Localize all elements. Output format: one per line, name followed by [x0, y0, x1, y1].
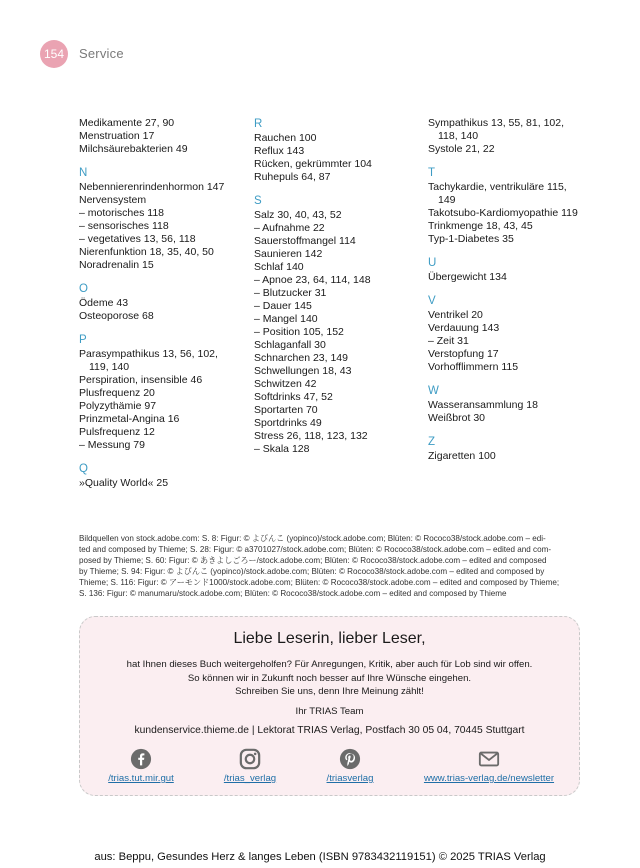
index-entry: – Dauer 145 [254, 300, 312, 312]
index-entry: Salz 30, 40, 43, 52 [254, 209, 342, 221]
index-entry: Nierenfunktion 18, 35, 40, 50 [79, 246, 214, 258]
index-entry: Sportdrinks 49 [254, 417, 322, 429]
index-letter-heading: R [254, 118, 263, 130]
newsletter-link[interactable]: www.trias-verlag.de/newsletter [423, 773, 555, 784]
index-letter-heading: N [79, 167, 88, 179]
index-entry: – Aufnahme 22 [254, 222, 325, 234]
index-letter-heading: S [254, 195, 262, 207]
newsletter-icon [478, 748, 500, 770]
credit-line: Bildquellen von stock.adobe.com: S. 8: Figur: © よびんこ (yopinco)/stock.adobe.com; Blüten: © Rococo38/stock.adobe.com – edi- [79, 534, 546, 543]
index-entry: Saunieren 142 [254, 248, 323, 260]
index-entry: Schlaf 140 [254, 261, 304, 273]
index-entry: Ventrikel 20 [428, 309, 483, 321]
source-footer: aus: Beppu, Gesundes Herz & langes Leben (ISBN 9783432119151) © 2025 TRIAS Verlag [94, 851, 546, 863]
index-entry: Tachykardie, ventrikuläre 115, [428, 181, 567, 193]
page-number-badge: 154 [40, 40, 68, 68]
feedback-text [80, 658, 579, 699]
index-entry: Perspiration, insensible 46 [79, 374, 203, 386]
index-entry: Weißbrot 30 [428, 412, 485, 424]
index-letter-heading: Z [428, 436, 436, 448]
index-entry: Nebennierenrindenhormon 147 [79, 181, 225, 193]
index-entry: Sportarten 70 [254, 404, 318, 416]
index-entry: Parasympathikus 13, 56, 102, [79, 348, 218, 360]
index-letter-heading: T [428, 167, 436, 179]
feedback-line: hat Ihnen dieses Buch weitergeholfen? Für Anregungen, Kritik, aber auch für Lob sind wir offen. [126, 659, 533, 670]
index-entry: Rücken, gekrümmter 104 [254, 158, 372, 170]
index-entry: Schlaganfall 30 [254, 339, 326, 351]
index-entry: Schwellungen 18, 43 [254, 365, 352, 377]
credit-line: S. 136: Figur: © manumaru/stock.adobe.com; Blüten: © Rococo38/stock.adobe.com – edited and composed by Thieme [79, 589, 507, 598]
index-entry: Ödeme 43 [79, 297, 129, 309]
index-entry: Vorhofflimmern 115 [428, 361, 519, 373]
index-entry: Verdauung 143 [428, 322, 500, 334]
instagram-icon [239, 748, 261, 770]
index-column-3 [428, 117, 600, 463]
credit-line: Thieme; S. 116: Figur: © アーモンド1000/stock.adobe.com; Blüten: © Rococo38/stock.adobe.com – edited and composed by Thieme; [79, 578, 560, 587]
pinterest-icon [339, 748, 361, 770]
section-title: Service [79, 46, 124, 61]
credit-line: by Thieme; S. 94: Figur: © よびんこ (yopinco)/stock.adobe.com; Blüten: © Rococo38/stock.adobe.com – edited and composed by [79, 567, 545, 576]
feedback-title: Liebe Leserin, lieber Leser, [233, 630, 426, 647]
index-entry: Noradrenalin 15 [79, 259, 154, 271]
index-entry: Schwitzen 42 [254, 378, 317, 390]
index-entry: – Apnoe 23, 64, 114, 148 [254, 274, 371, 286]
index-entry: Osteoporose 68 [79, 310, 154, 322]
feedback-line: So können wir in Zukunft noch besser auf Ihre Wünsche eingehen. [187, 672, 472, 684]
index-entry: Menstruation 17 [79, 130, 155, 142]
index-entry: Polyzythämie 97 [79, 400, 157, 412]
social-instagram[interactable] [214, 748, 286, 784]
credit-line: posed by Thieme; S. 60: Figur: © あきよしごろー/stock.adobe.com; Blüten: © Rococo38/stock.adobe.com – edited and composed [79, 556, 547, 565]
index-entry: Milchsäurebakterien 49 [79, 143, 188, 155]
index-entry: – Messung 79 [79, 439, 145, 451]
index-entry: Plusfrequenz 20 [79, 387, 155, 399]
index-entry: – Position 105, 152 [254, 326, 344, 338]
pinterest-link[interactable]: /triasverlag [326, 773, 374, 784]
index-entry: Verstopfung 17 [428, 348, 499, 360]
index-entry: Zigaretten 100 [428, 450, 496, 462]
index-entry: 119, 140 [89, 361, 130, 373]
index-entry: Sauerstoffmangel 114 [254, 235, 356, 247]
index-entry: – Mangel 140 [254, 313, 318, 325]
index-entry: »Quality World« 25 [79, 477, 169, 489]
social-pinterest[interactable] [316, 748, 384, 784]
index-entry: 149 [438, 194, 456, 206]
index-entry: Pulsfrequenz 12 [79, 426, 155, 438]
facebook-link[interactable]: /trias.tut.mir.gut [108, 773, 174, 784]
facebook-icon [130, 748, 152, 770]
image-credits [79, 533, 583, 599]
credit-line: ted and composed by Thieme; S. 28: Figur: © a3701027/stock.adobe.com; Blüten: © Rococo38/stock.adobe.com – edited and com- [79, 545, 552, 554]
index-entry: Sympathikus 13, 55, 81, 102, [428, 117, 565, 129]
index-entry: Reflux 143 [254, 145, 305, 157]
feedback-line: Schreiben Sie uns, denn Ihre Meinung zählt! [235, 686, 424, 697]
index-entry: 118, 140 [438, 130, 479, 142]
index-entry: – sensorisches 118 [79, 220, 169, 232]
index-entry: – Zeit 31 [428, 335, 469, 347]
index-entry: Systole 21, 22 [428, 143, 495, 155]
index-letter-heading: P [79, 334, 87, 346]
index-entry: – vegetatives 13, 56, 118 [79, 233, 196, 245]
index-entry: Prinzmetal-Angina 16 [79, 413, 180, 425]
index-entry: Wasseransammlung 18 [428, 399, 538, 411]
index-letter-heading: Q [79, 463, 88, 475]
index-entry: Rauchen 100 [254, 132, 317, 144]
index-entry: Nervensystem [79, 194, 147, 206]
index-entry: Schnarchen 23, 149 [254, 352, 348, 364]
index-letter-heading: O [79, 283, 88, 295]
index-entry: Medikamente 27, 90 [79, 117, 175, 129]
index-letter-heading: V [428, 295, 436, 307]
index-column-1 [79, 117, 249, 490]
feedback-signature: Ihr TRIAS Team [295, 706, 364, 717]
index-letter-heading: U [428, 257, 437, 269]
contact-line[interactable]: kundenservice.thieme.de | Lektorat TRIAS Verlag, Postfach 30 05 04, 70445 Stuttgart [134, 725, 525, 736]
index-entry: Ruhepuls 64, 87 [254, 171, 331, 183]
index-entry: – motorisches 118 [79, 207, 165, 219]
index-entry: Übergewicht 134 [428, 271, 507, 283]
reader-feedback-box [79, 616, 580, 796]
index-entry: Trinkmenge 18, 43, 45 [428, 220, 533, 232]
index-entry: – Skala 128 [254, 443, 310, 455]
social-facebook[interactable] [102, 748, 180, 784]
index-entry: Typ-1-Diabetes 35 [428, 233, 514, 245]
index-entry: – Blutzucker 31 [254, 287, 327, 299]
instagram-link[interactable]: /trias_verlag [223, 773, 277, 784]
index-letter-heading: W [428, 385, 439, 397]
social-newsletter[interactable] [416, 748, 562, 784]
index-entry: Softdrinks 47, 52 [254, 391, 333, 403]
index-entry: Takotsubo-Kardiomyopathie 119 [428, 207, 578, 219]
index-entry: Stress 26, 118, 123, 132 [254, 430, 368, 442]
index-column-2 [254, 117, 426, 456]
